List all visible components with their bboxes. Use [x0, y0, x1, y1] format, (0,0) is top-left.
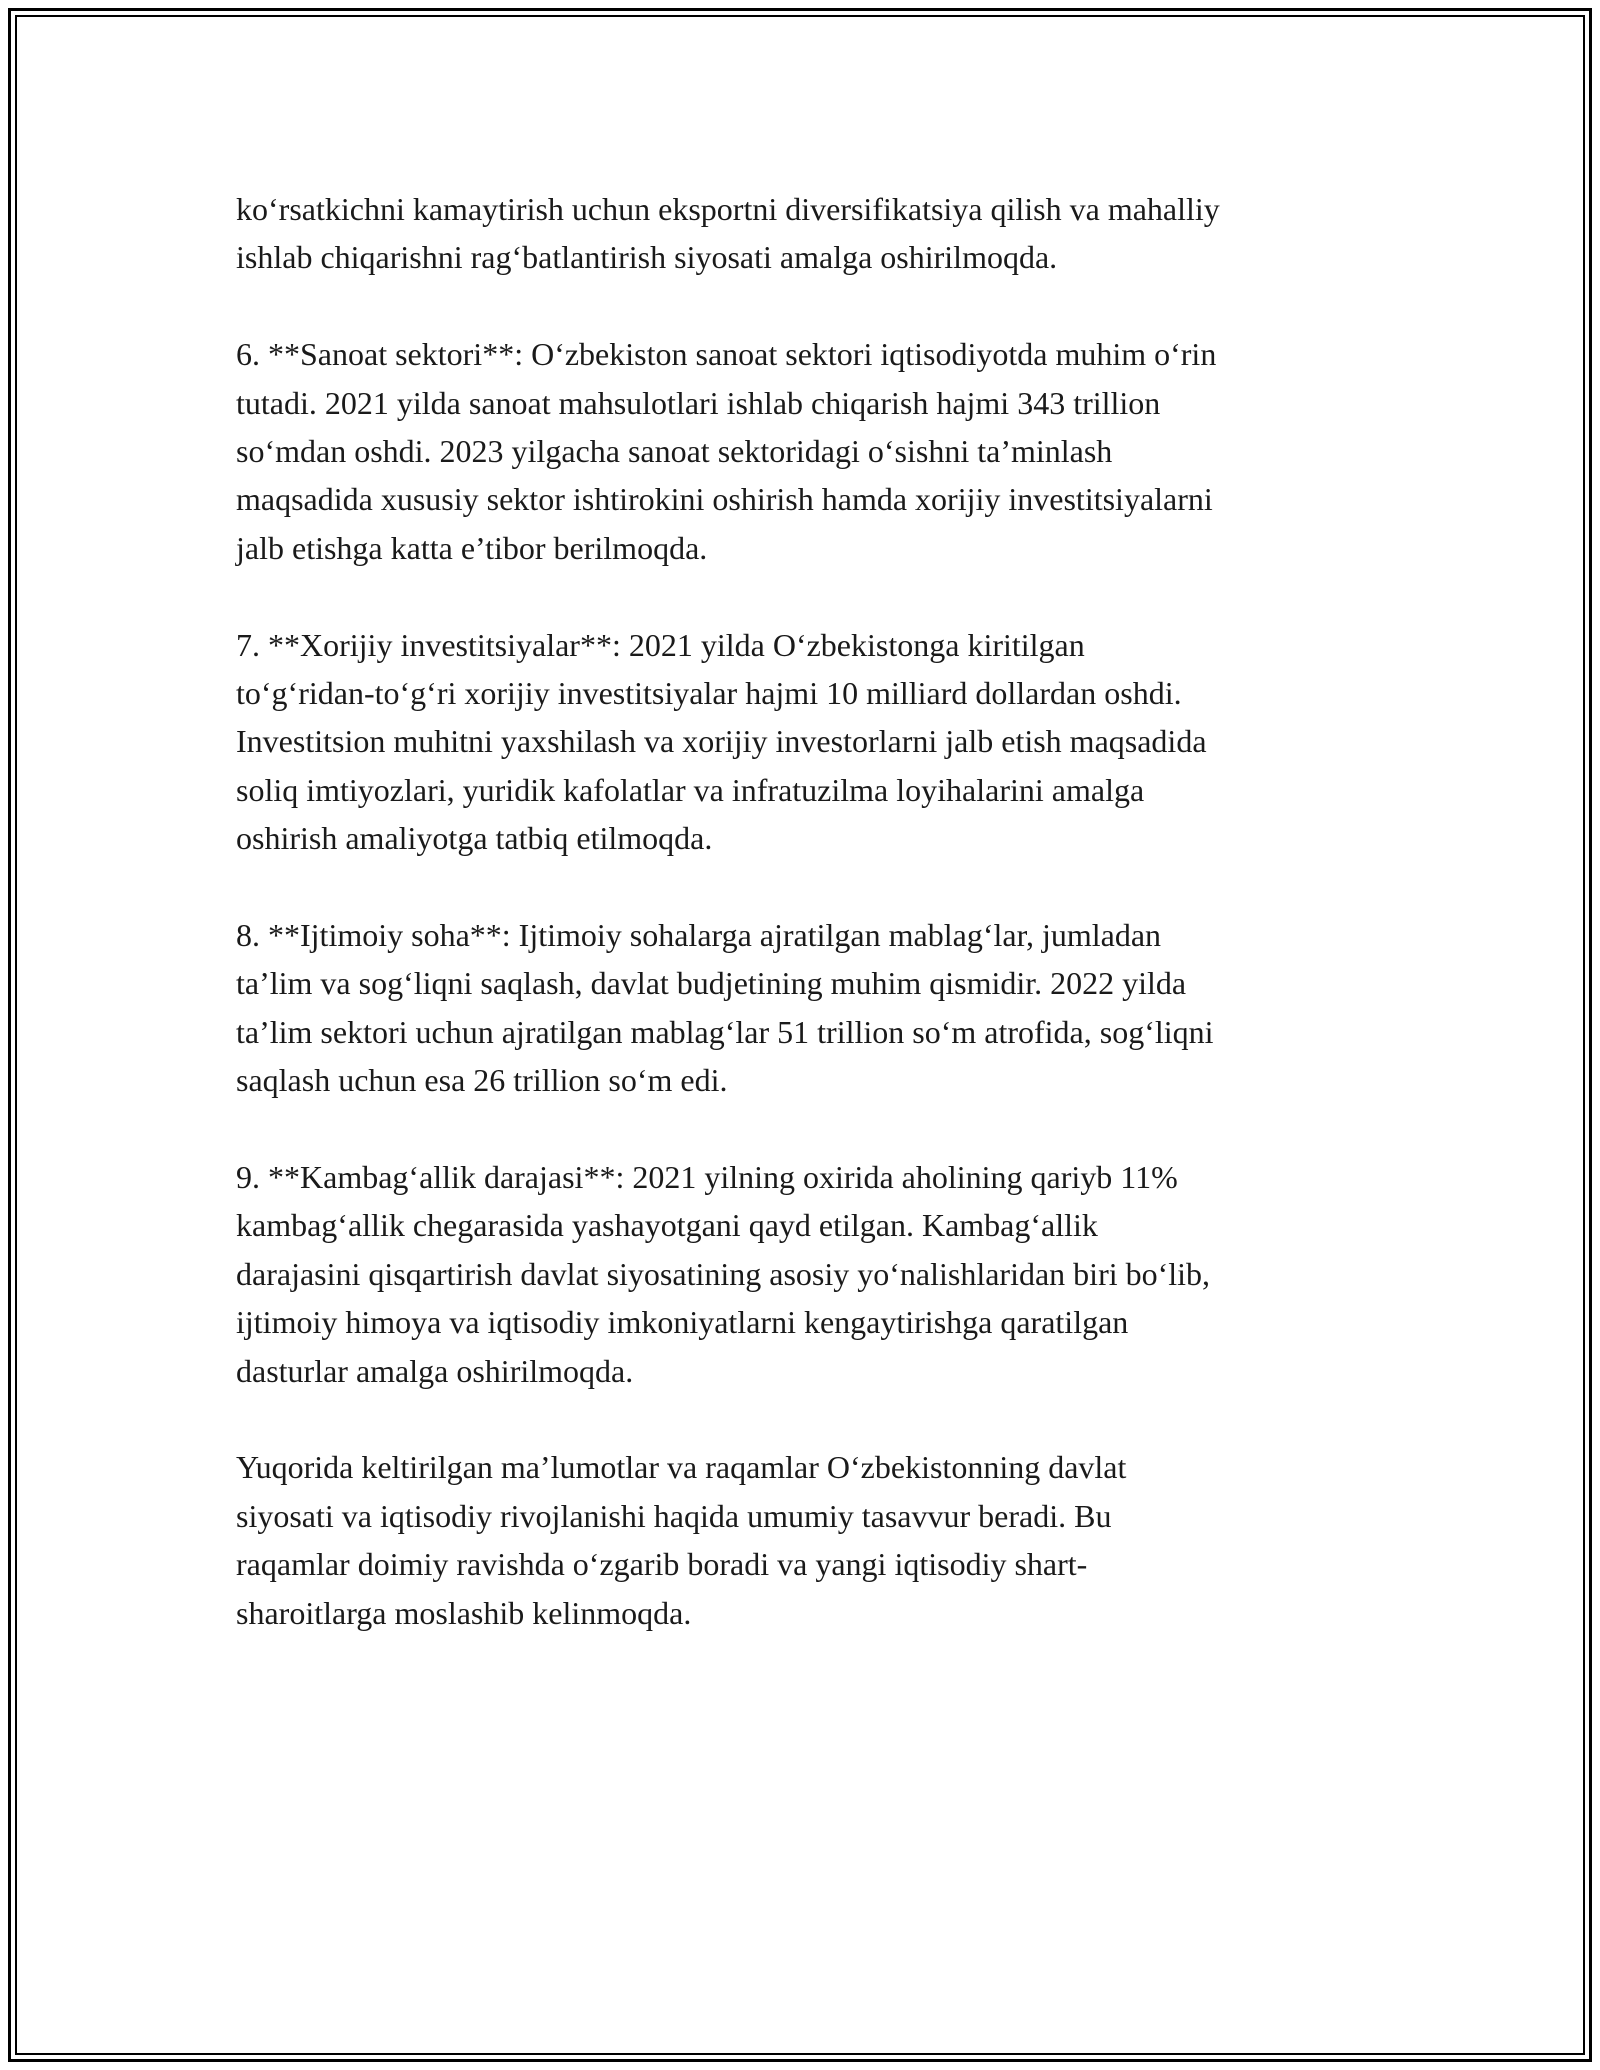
text-line: 7. **Xorijiy investitsiyalar**: 2021 yilda O‘zbekistonga kiritilgan: [236, 626, 1085, 663]
text-line: 9. **Kambag‘allik darajasi**: 2021 yilning oxirida aholining qariyb 11%: [236, 1159, 1178, 1196]
text-line: Yuqorida keltirilgan ma’lumotlar va raqamlar O‘zbekistonning davlat: [236, 1449, 1127, 1486]
paragraph-intro-continued: [236, 185, 1376, 282]
text-line: maqsadida xususiy sektor ishtirokini oshirish hamda xorijiy investitsiyalarni: [236, 481, 1213, 518]
text-line: ta’lim sektori uchun ajratilgan mablag‘lar 51 trillion so‘m atrofida, sog‘liqni: [236, 1013, 1214, 1050]
text-line: darajasini qisqartirish davlat siyosatining asosiy yo‘nalishlaridan biri bo‘lib,: [236, 1255, 1211, 1292]
text-line: ishlab chiqarishni rag‘batlantirish siyosati amalga oshirilmoqda.: [236, 239, 1058, 276]
text-line: ta’lim va sog‘liqni saqlash, davlat budjetining muhim qismidir. 2022 yilda: [236, 965, 1187, 1002]
paragraph-sanoat-sektori: [236, 330, 1376, 572]
text-line: 8. **Ijtimoiy soha**: Ijtimoiy sohalarga ajratilgan mablag‘lar, jumladan: [236, 917, 1162, 954]
text-line: tutadi. 2021 yilda sanoat mahsulotlari ishlab chiqarish hajmi 343 trillion: [236, 384, 1161, 421]
text-line: jalb etishga katta e’tibor berilmoqda.: [236, 529, 708, 566]
text-line: raqamlar doimiy ravishda o‘zgarib boradi va yangi iqtisodiy shart-: [236, 1546, 1088, 1583]
paragraph-conclusion: [236, 1443, 1376, 1637]
text-line: soliq imtiyozlari, yuridik kafolatlar va infratuzilma loyihalarini amalga: [236, 771, 1145, 808]
text-line: oshirish amaliyotga tatbiq etilmoqda.: [236, 820, 713, 857]
text-line: dasturlar amalga oshirilmoqda.: [236, 1352, 634, 1389]
paragraph-kambagallik-darajasi: [236, 1153, 1376, 1395]
text-line: ijtimoiy himoya va iqtisodiy imkoniyatlarni kengaytirishga qaratilgan: [236, 1304, 1129, 1341]
text-line: ko‘rsatkichni kamaytirish uchun eksportni diversifikatsiya qilish va mahalliy: [236, 191, 1220, 227]
paragraph-ijtimoiy-soha: [236, 911, 1376, 1105]
text-line: siyosati va iqtisodiy rivojlanishi haqida umumiy tasavvur beradi. Bu: [236, 1497, 1112, 1534]
text-line: saqlash uchun esa 26 trillion so‘m edi.: [236, 1062, 728, 1099]
text-line: 6. **Sanoat sektori**: O‘zbekiston sanoat sektori iqtisodiyotda muhim o‘rin: [236, 336, 1217, 373]
paragraph-xorijiy-investitsiyalar: [236, 621, 1376, 863]
document-body: [236, 185, 1376, 1686]
text-line: kambag‘allik chegarasida yashayotgani qayd etilgan. Kambag‘allik: [236, 1207, 1098, 1244]
text-line: Investitsion muhitni yaxshilash va xorijiy investorlarni jalb etish maqsadida: [236, 723, 1207, 760]
text-line: so‘mdan oshdi. 2023 yilgacha sanoat sektoridagi o‘sishni ta’minlash: [236, 433, 1113, 470]
text-line: sharoitlarga moslashib kelinmoqda.: [236, 1594, 692, 1631]
text-line: to‘g‘ridan-to‘g‘ri xorijiy investitsiyalar hajmi 10 milliard dollardan oshdi.: [236, 675, 1182, 712]
